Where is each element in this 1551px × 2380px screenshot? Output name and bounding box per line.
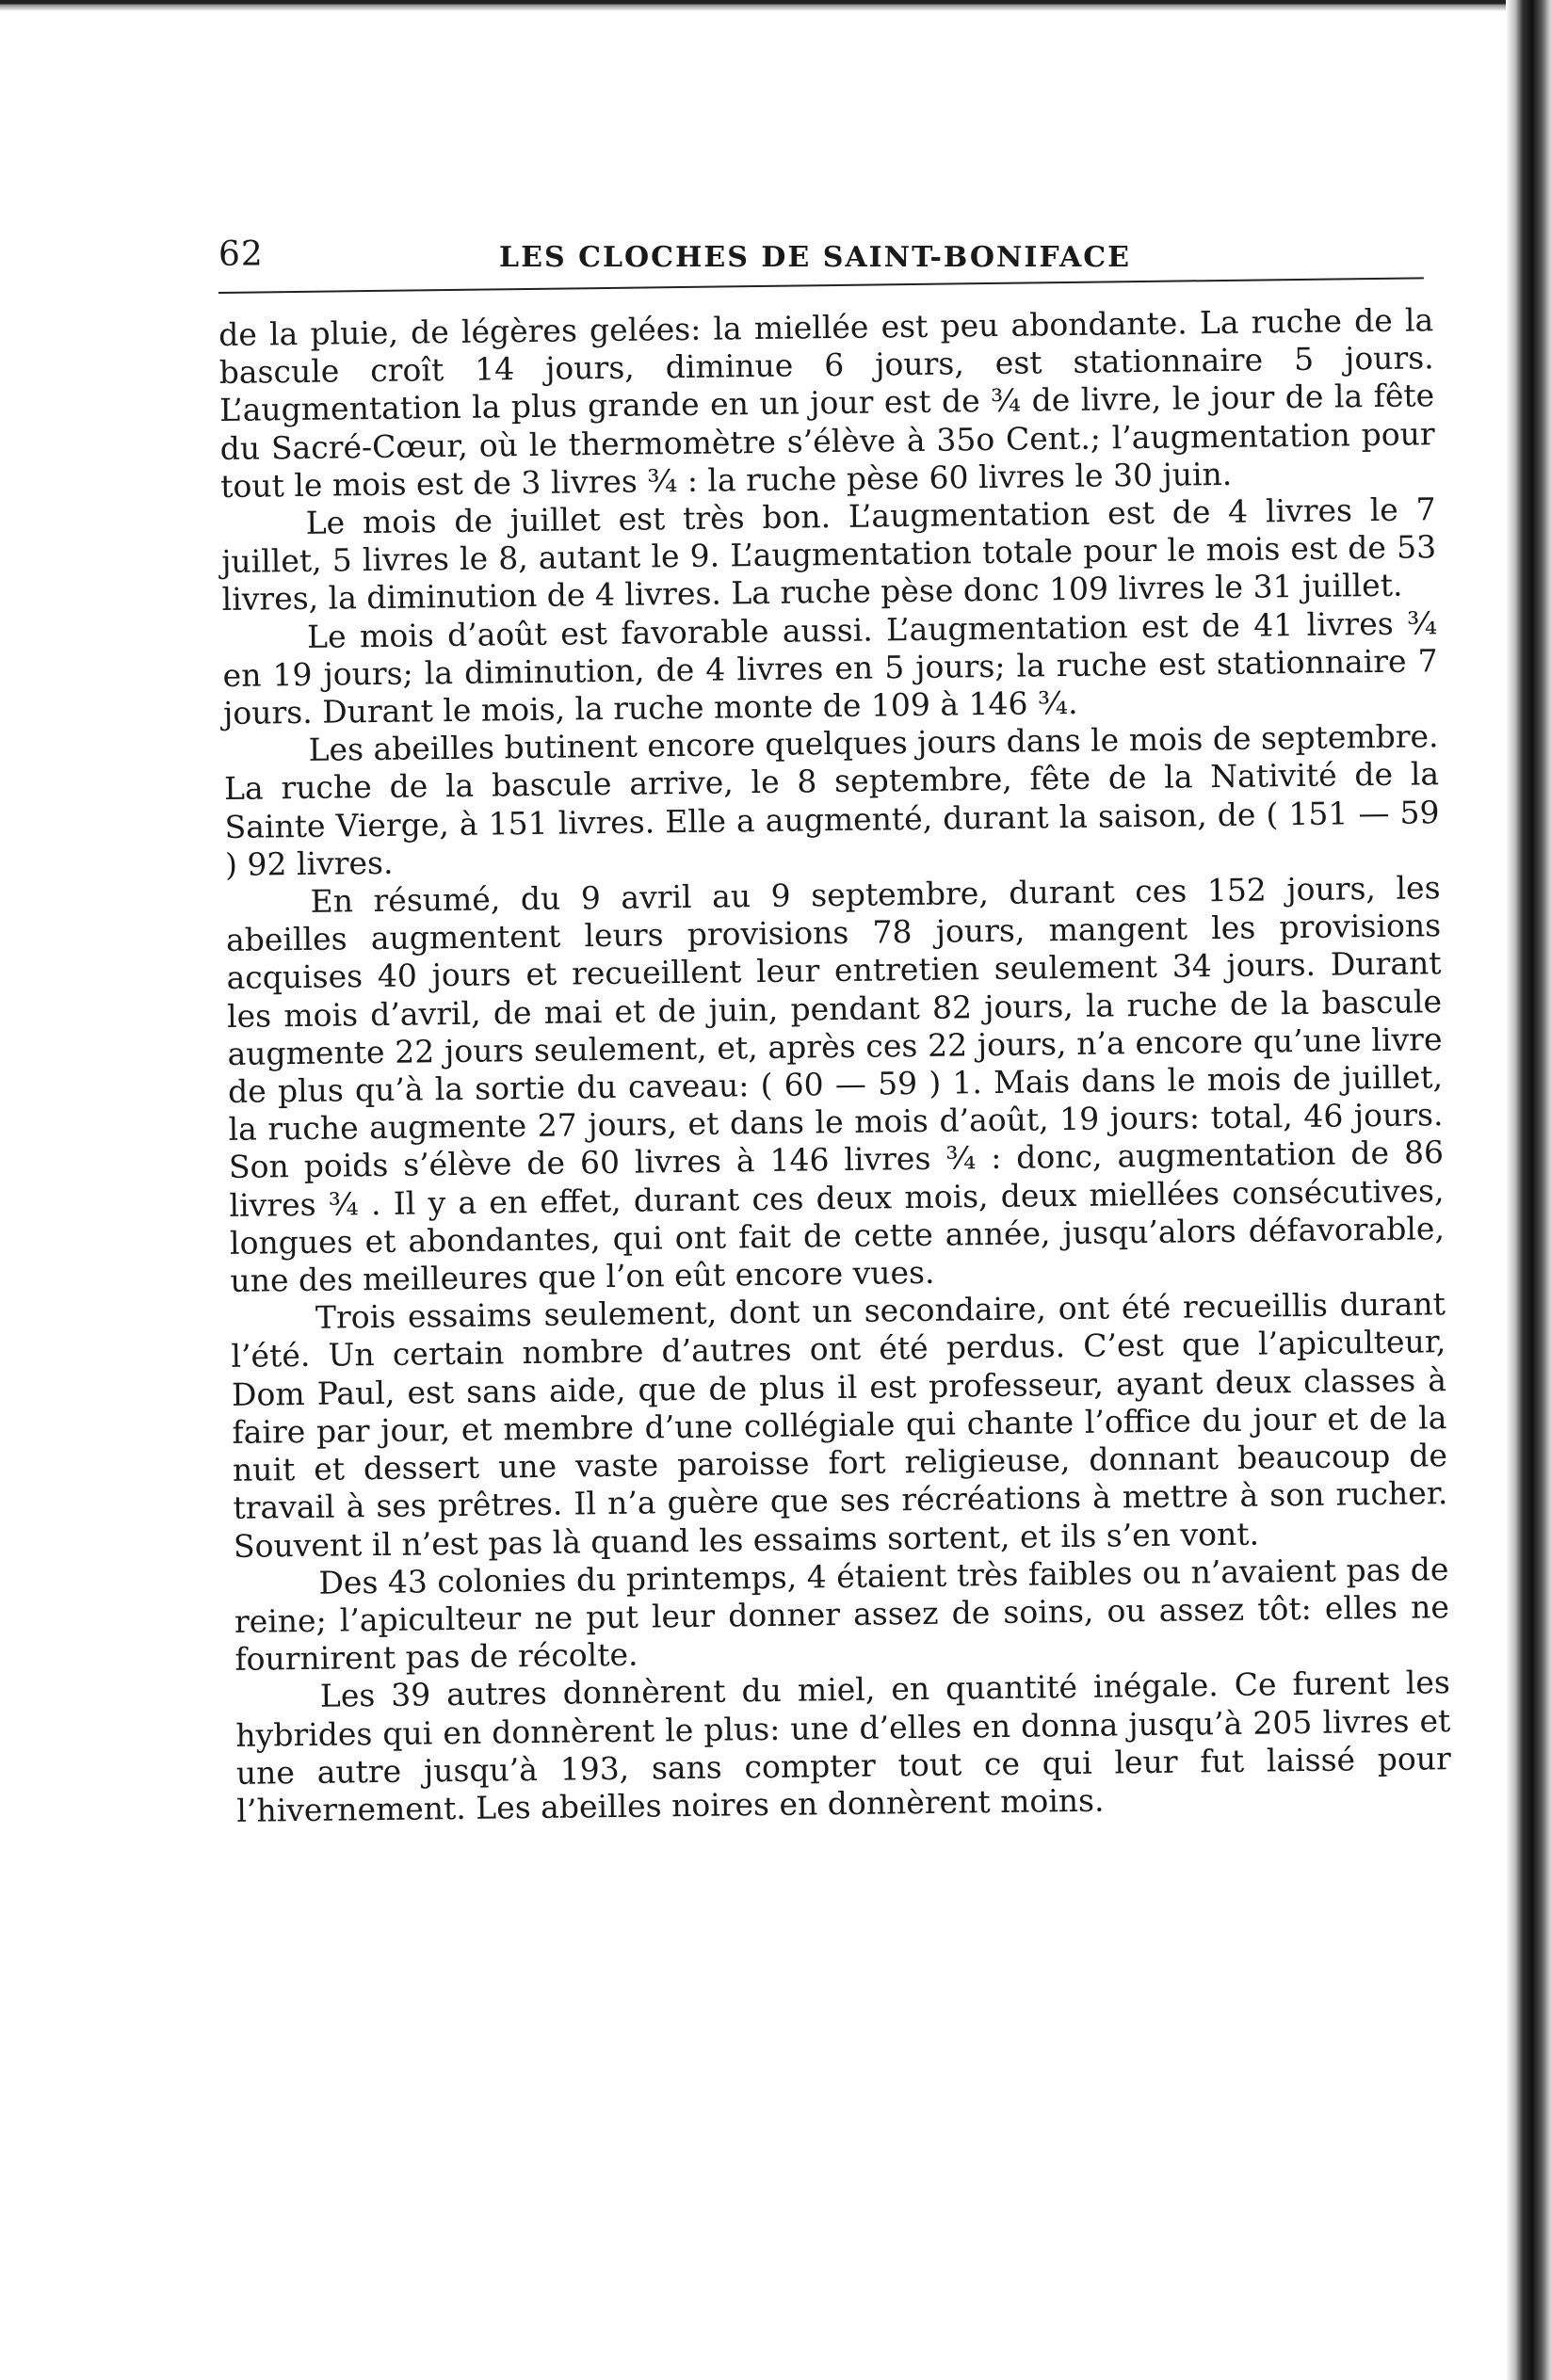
scan-binding-edge: [1506, 0, 1551, 2380]
page-number: 62: [218, 235, 264, 274]
paragraph: En résumé, du 9 avril au 9 septembre, durant ces 152 jours, les abeilles augmentent leurs provisions 78 jours, mangent les provisions acquises 40 jours et recueillent leur entretien seulement 34 jours. Durant les mois d’avril, de mai et de juin, pendant 82 jours, la ruche de la bascule augmente 22 jours seulement, et, après ces 22 jours, n’a encore qu’une livre de plus qu’à la sortie du caveau: ( 60 — 59 ) 1. Mais dans le mois de juillet, la ruche augmente 27 jours, et dans le mois d’août, 19 jours: total, 46 jours. Son poids s’élève de 60 livres à 146 livres ¾ : donc, augmentation de 86 livres ¾ . Il y a en effet, durant ces deux mois, deux miellées consécutives, longues et abondantes, qui ont fait de cette année, jusqu’alors défavorable, une des meilleures que l’on eût encore vues.: [225, 869, 1446, 1300]
book-page: [218, 235, 1452, 1829]
scan-top-edge: [0, 0, 1507, 11]
paragraph-continued: de la pluie, de légères gelées: la miellée est peu abondante. La ruche de la bascule croît 14 jours, diminue 6 jours, est stationnaire 5 jours. L’augmentation la plus grande en un jour est de ¾ de livre, le jour de la fête du Sacré-Cœur, où le thermomètre s’élève à 35o Cent.; l’augmentation pour tout le mois est de 3 livres ¾ : la ruche pèse 60 livres le 30 juin.: [218, 301, 1435, 505]
paragraph: Des 43 colonies du printemps, 4 étaient très faibles ou n’avaient pas de reine; l’apiculteur ne put leur donner assez de soins, ou assez tôt: elles ne fournirent pas de récolte.: [234, 1550, 1450, 1679]
paragraph: Le mois d’août est favorable aussi. L’augmentation est de 41 livres ¾ en 19 jours; la diminution, de 4 livres en 5 jours; la ruche est stationnaire 7 jours. Durant le mois, la ruche monte de 109 à 146 ¾.: [222, 603, 1438, 732]
paragraph: Trois essaims seulement, dont un secondaire, ont été recueillis durant l’été. Un certain nombre d’autres ont été perdus. C’est que l’apiculteur, Dom Paul, est sans aide, que de plus il est professeur, ayant deux classes à faire par jour, et membre d’une collégiale qui chante l’office du jour et de la nuit et dessert une vaste paroisse fort religieuse, donnant beaucoup de travail à ses prêtres. Il n’a guère que ses récréations à mettre à son rucher. Souvent il n’est pas là quand les essaims sortent, et ils s’en vont.: [231, 1285, 1448, 1565]
paragraph: Les abeilles butinent encore quelques jours dans le mois de septembre. La ruche de la bascule arrive, le 8 septembre, fête de la Nativité de la Sainte Vierge, à 151 livres. Elle a augmenté, durant la saison, de ( 151 — 59 ) 92 livres.: [223, 717, 1440, 883]
header-rule: [218, 277, 1424, 294]
body-text: [218, 301, 1452, 1830]
paragraph: Les 39 autres donnèrent du miel, en quantité inégale. Ce furent les hybrides qui en donnèrent le plus: une d’elles en donna jusqu’à 205 livres et une autre jusqu’à 193, sans compter tout ce qui leur fut laissé pour l’hivernement. Les abeilles noires en donnèrent moins.: [235, 1664, 1452, 1829]
paragraph: Le mois de juillet est très bon. L’augmentation est de 4 livres le 7 juillet, 5 livres le 8, autant le 9. L’augmentation totale pour le mois est de 53 livres, la diminution de 4 livres. La ruche pèse donc 109 livres le 31 juillet.: [220, 490, 1437, 619]
page-header: [218, 235, 1433, 292]
running-head: LES CLOCHES DE SAINT-BONIFACE: [499, 241, 1131, 274]
